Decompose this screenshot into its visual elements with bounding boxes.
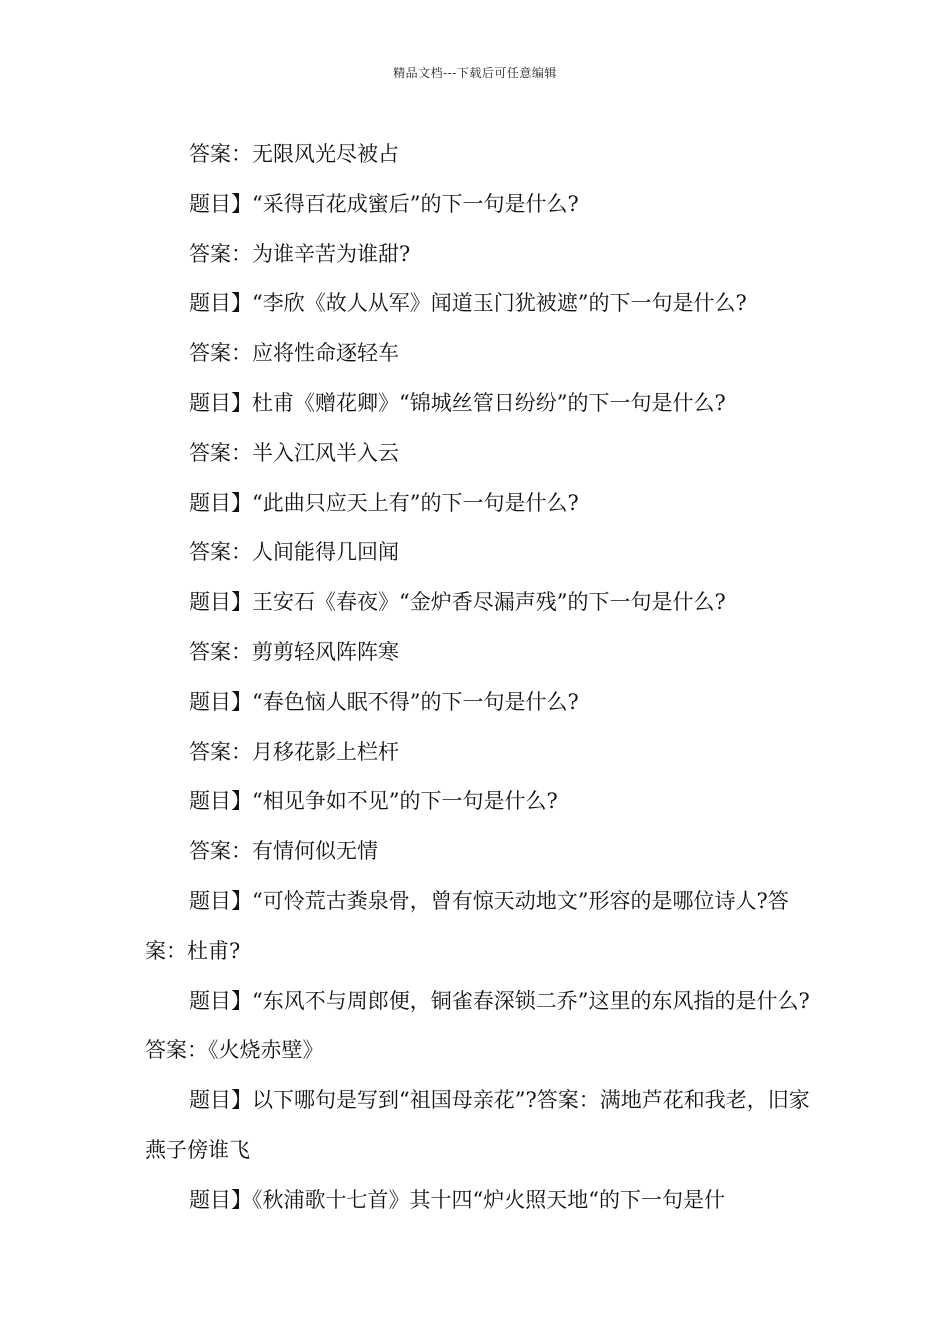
paragraph-answer: 答案：无限风光尽被占 <box>189 142 399 166</box>
paragraph-question: 题目】杜甫《赠花卿》“锦城丝管日纷纷”的下一句是什么? <box>189 390 726 415</box>
paragraph-question: 题目】“李欣《故人从军》闻道玉门犹被遮”的下一句是什么? <box>189 291 747 316</box>
paragraph-answer: 答案：剪剪轻风阵阵寒 <box>189 639 399 664</box>
paragraph-answer: 答案：人间能得几回闻 <box>189 540 399 565</box>
paragraph-question: 题目】“此曲只应天上有”的下一句是什么? <box>189 490 579 515</box>
paragraph-question: 题目】“春色恼人眠不得”的下一句是什么? <box>189 689 579 714</box>
paragraph-answer: 答案：月移花影上栏杆 <box>189 739 399 764</box>
paragraph-answer: 答案：有情何似无情 <box>189 839 378 864</box>
paragraph-question: 题目】《秋浦歌十七首》其十四“炉火照天地“的下一句是什 <box>189 1187 725 1212</box>
page-header: 精品文档---下载后可任意编辑 <box>393 66 557 80</box>
paragraph-question: 题目】“相见争如不见”的下一句是什么? <box>189 789 558 814</box>
paragraph-answer: 答案：半入江风半入云 <box>189 440 399 465</box>
paragraph-answer: 答案：为谁辛苦为谁甜? <box>189 241 411 266</box>
paragraph-question-answer: 题目】“可怜荒古粪泉骨，曾有惊天动地文”形容的是哪位诗人?答案：杜甫? <box>145 888 789 963</box>
paragraph-question-answer: 题目】以下哪句是写到“祖国母亲花”?答案：满地芦花和我老，旧家燕子傍谁飞 <box>145 1088 810 1162</box>
paragraph-question: 题目】王安石《春夜》“金炉香尽漏声残”的下一句是什么? <box>189 590 726 615</box>
paragraph-question: 题目】“采得百花成蜜后”的下一句是什么? <box>189 191 579 216</box>
document-body <box>145 130 815 1226</box>
paragraph-answer: 答案：应将性命逐轻车 <box>189 341 399 366</box>
paragraph-question-answer: 题目】“东风不与周郎便，铜雀春深锁二乔”这里的东风指的是什么?答案：《火烧赤壁》 <box>145 988 810 1063</box>
